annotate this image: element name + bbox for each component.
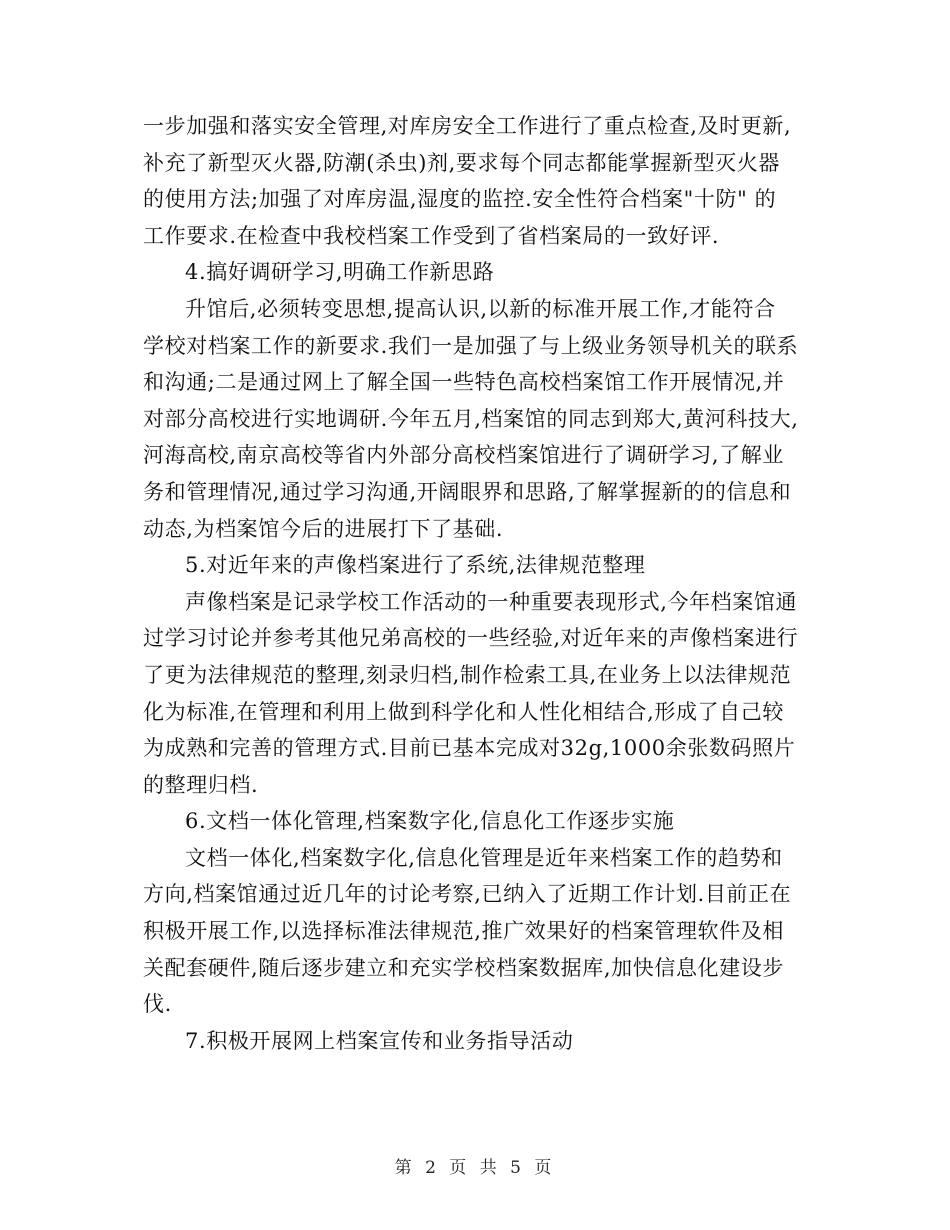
text-line: 补充了新型灭火器,防潮(杀虫)剂,要求每个同志都能掌握新型灭火器: [143, 150, 780, 175]
text-line: 5.对近年来的声像档案进行了系统,法律规范整理: [185, 553, 646, 578]
page-number-footer: 第 2 页 共 5 页: [394, 1158, 556, 1178]
text-line: 过学习讨论并参考其他兄弟高校的一些经验,对近年来的声像档案进行: [143, 626, 799, 651]
text-line: 的整理归档.: [143, 772, 259, 797]
text-line: 的使用方法;加强了对库房温,湿度的监控.安全性符合档案"十防" 的: [143, 187, 777, 212]
text-line: 动态,为档案馆今后的进展打下了基础.: [143, 516, 504, 541]
text-line: 4.搞好调研学习,明确工作新思路: [185, 260, 495, 285]
text-line: 关配套硬件,随后逐步建立和充实学校档案数据库,加快信息化建设步: [143, 955, 784, 980]
text-line: 6.文档一体化管理,档案数字化,信息化工作逐步实施: [185, 809, 675, 834]
text-line: 对部分高校进行实地调研.今年五月,档案馆的同志到郑大,黄河科技大,: [143, 406, 799, 431]
text-line: 声像档案是记录学校工作活动的一种重要表现形式,今年档案馆通: [185, 589, 798, 614]
text-line: 为成熟和完善的管理方式.目前已基本完成对32g,1000余张数码照片: [143, 736, 796, 761]
text-line: 工作要求.在检查中我校档案工作受到了省档案局的一致好评.: [143, 223, 720, 248]
text-line: 积极开展工作,以选择标准法律规范,推广效果好的档案管理软件及相: [143, 919, 784, 944]
text-line: 学校对档案工作的新要求.我们一是加强了与上级业务领导机关的联系: [143, 333, 799, 358]
text-line: 一步加强和落实安全管理,对库房安全工作进行了重点检查,及时更新,: [143, 114, 792, 138]
text-line: 了更为法律规范的整理,刻录归档,制作检索工具,在业务上以法律规范: [143, 662, 792, 687]
text-line: 文档一体化,档案数字化,信息化管理是近年来档案工作的趋势和: [185, 845, 783, 870]
text-line: 方向,档案馆通过近几年的讨论考察,已纳入了近期工作计划.目前正在: [143, 882, 792, 907]
document-body: [143, 108, 815, 1059]
text-line: 河海高校,南京高校等省内外部分高校档案馆进行了调研学习,了解业: [143, 443, 784, 468]
text-line: 化为标准,在管理和利用上做到科学化和人性化相结合,形成了自己较: [143, 699, 784, 724]
text-line: 和沟通;二是通过网上了解全国一些特色高校档案馆工作开展情况,并: [143, 370, 785, 395]
text-line: 务和管理情况,通过学习沟通,开阔眼界和思路,了解掌握新的的信息和: [143, 479, 792, 504]
text-line: 升馆后,必须转变思想,提高认识,以新的标准开展工作,才能符合: [185, 296, 776, 321]
text-line: 伐.: [143, 992, 172, 1017]
text-line: 7.积极开展网上档案宣传和业务指导活动: [185, 1028, 574, 1053]
